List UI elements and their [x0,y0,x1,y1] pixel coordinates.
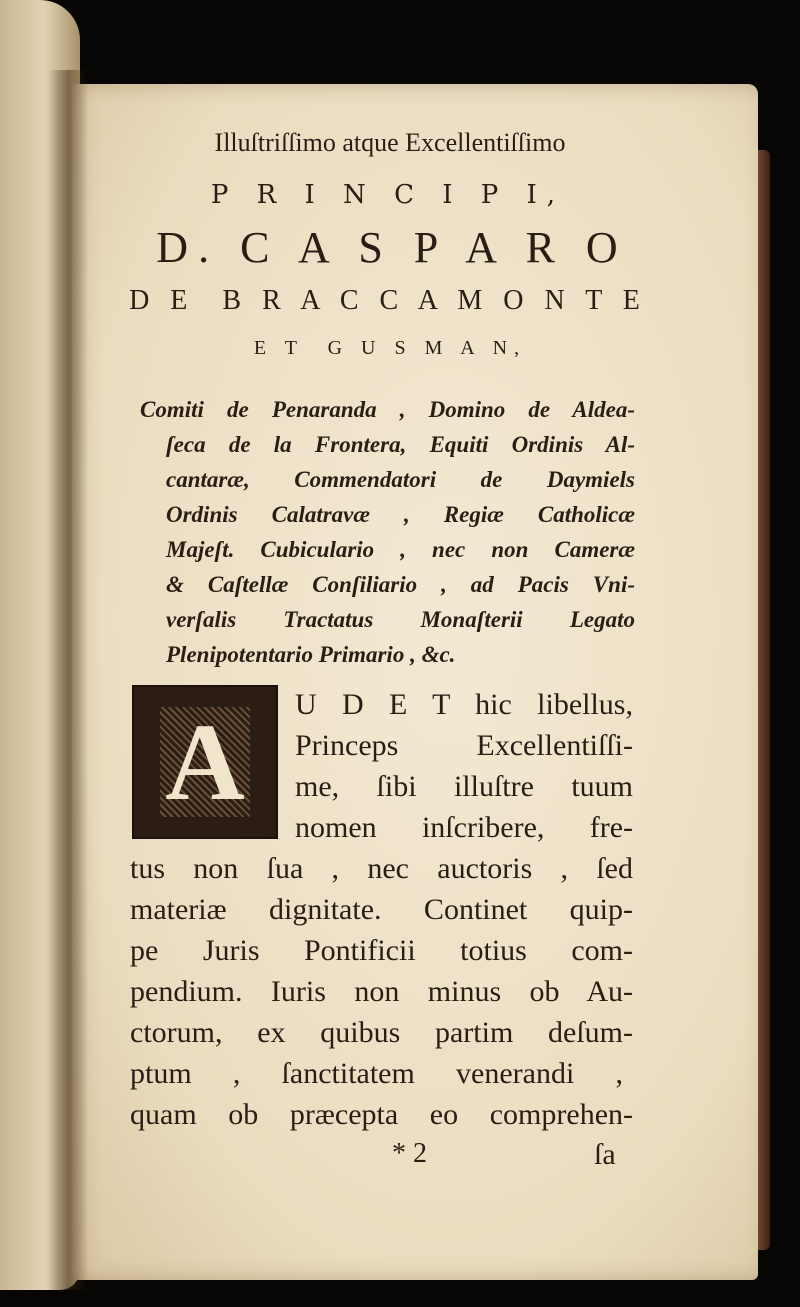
title-line: ſeca de la Frontera, Equiti Ordinis Al- [166,432,635,457]
body-line: ctorum, ex quibus partim deſum- [130,1016,633,1049]
dedication-princeps: P R I N C I P I, [210,180,566,210]
body-line: me, ſibi illuſtre tuum [295,770,633,803]
title-line: & Caſtellæ Conſiliario , ad Pacis Vni- [166,572,635,597]
dedication-line: Illuſtriſſimo atque Excellentiſſimo [214,128,566,157]
title-line: verſalis Tractatus Monaſterii Legato [166,607,635,632]
title-line: Comiti de Penaranda , Domino de Aldea- [140,397,635,422]
body-line: Princeps Excellentiſſi- [295,729,633,762]
dedicatee-name: D. C A S P A R O [156,223,628,272]
ornamental-drop-cap: A [132,685,278,839]
body-line: tus non ſua , nec auctoris , ſed [130,852,633,885]
body-line: quam ob præcepta eo comprehen- [130,1098,633,1131]
title-line: Ordinis Calatravæ , Regiæ Catholicæ [166,502,635,527]
title-line: Plenipotentario Primario , &c. [166,642,456,667]
catchword: ſa [594,1138,616,1171]
signature-mark: * 2 [392,1138,427,1169]
body-line: ptum , ſanctitatem venerandi , [130,1057,623,1090]
body-line: pendium. Iuris non minus ob Au- [130,975,633,1008]
dedicatee-surname-2: E T G U S M A N, [253,337,527,359]
body-line: U D E T hic libellus, [295,688,633,721]
dedicatee-surname: D E B R A C C A M O N T E [129,285,647,316]
title-line: Majeſt. Cubiculario , nec non Cameræ [166,537,635,562]
title-line: cantaræ, Commendatori de Daymiels [166,467,635,492]
body-line: pe Juris Pontificii totius com- [130,934,633,967]
body-line: materiæ dignitate. Continet quip- [130,893,633,926]
body-line: nomen inſcribere, fre- [295,811,633,844]
